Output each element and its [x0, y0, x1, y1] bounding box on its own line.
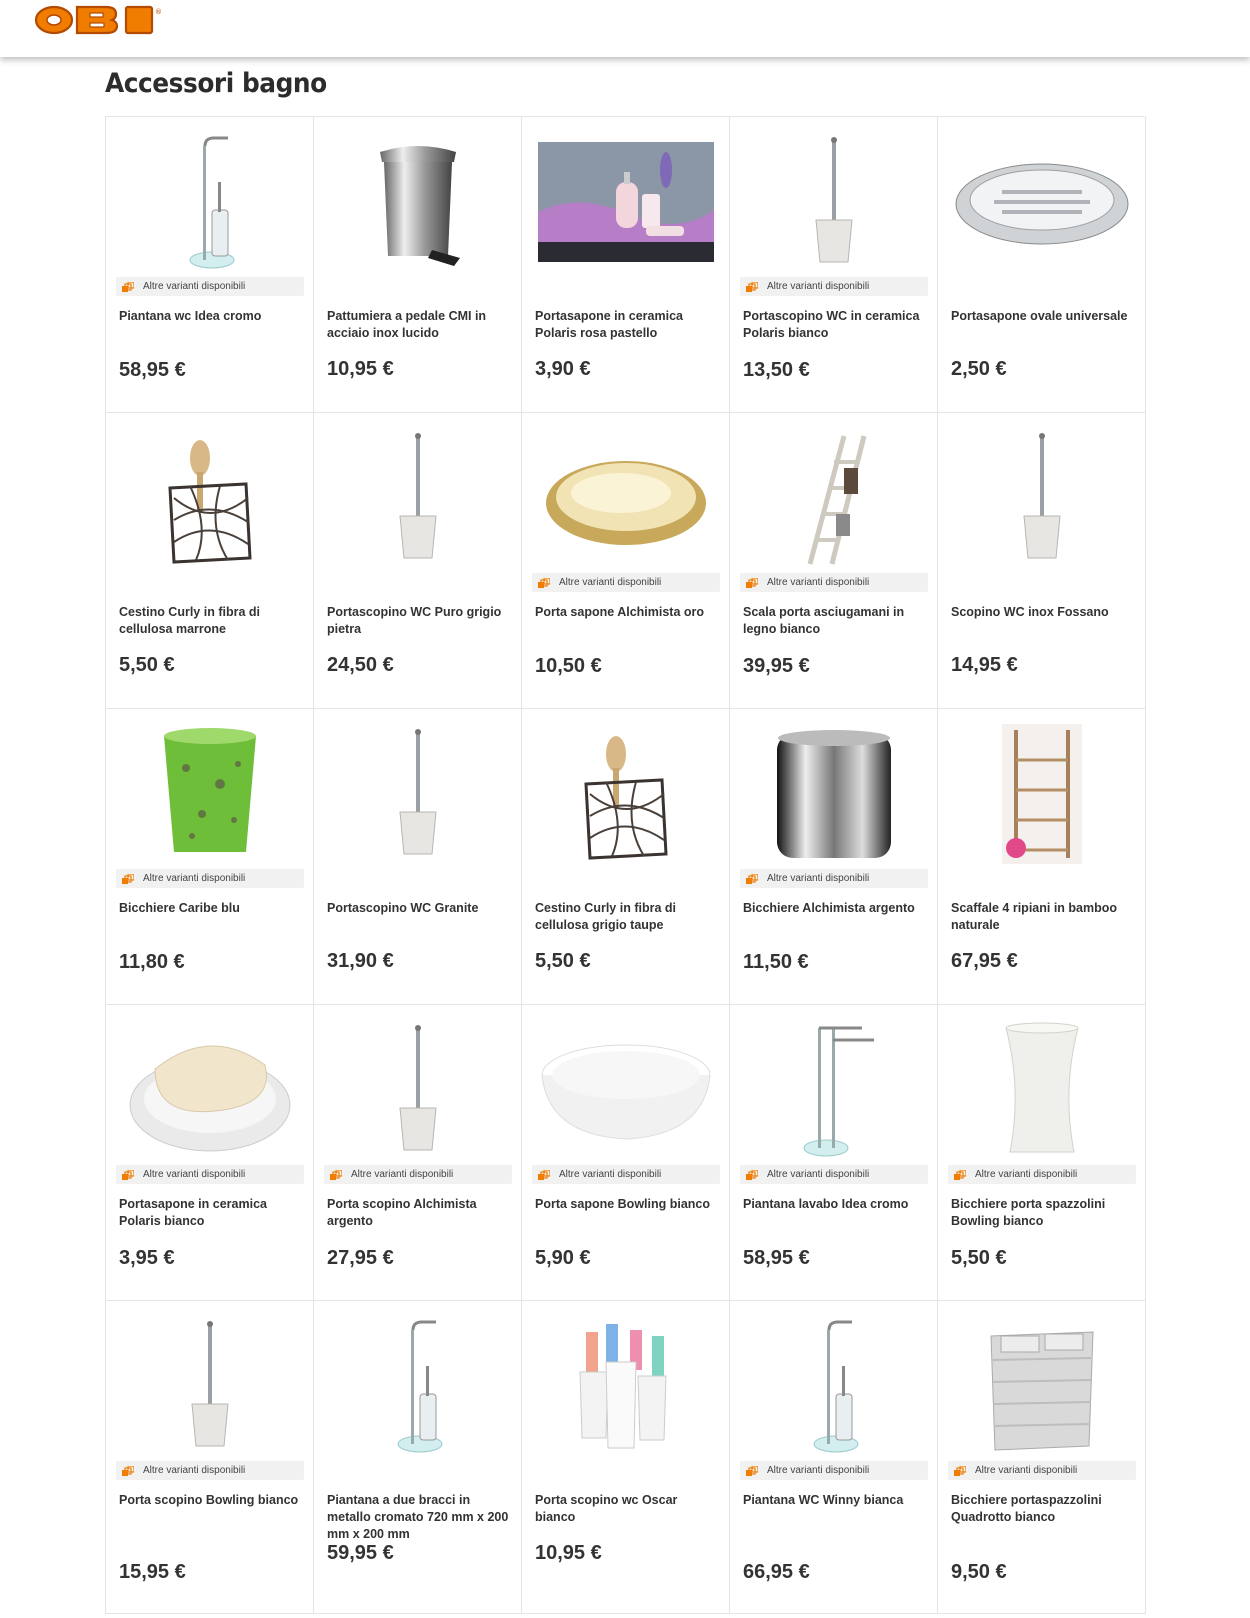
- product-card[interactable]: [730, 709, 938, 1005]
- toilet-stand-icon: [150, 132, 270, 272]
- product-price: 59,95 €: [327, 1542, 394, 1564]
- variants-badge: [116, 277, 304, 296]
- product-image[interactable]: [740, 1015, 928, 1165]
- product-name[interactable]: Bicchiere porta spazzolini Bowling bianco: [951, 1197, 1106, 1228]
- variants-label: Altre varianti disponibili: [767, 577, 870, 588]
- product-image[interactable]: [532, 127, 720, 277]
- product-card[interactable]: [522, 1005, 730, 1301]
- product-image[interactable]: [116, 1311, 304, 1461]
- product-price: 31,90 €: [327, 950, 394, 972]
- product-image[interactable]: [116, 423, 304, 573]
- variants-label: Altre varianti disponibili: [143, 1465, 246, 1476]
- variants-icon: [954, 1169, 966, 1180]
- product-card[interactable]: [730, 1301, 938, 1614]
- product-image[interactable]: [948, 719, 1136, 869]
- product-name[interactable]: Scaffale 4 ripiani in bamboo naturale: [951, 901, 1118, 932]
- product-price: 10,95 €: [535, 1542, 602, 1564]
- product-image[interactable]: [116, 1015, 304, 1165]
- product-card[interactable]: [314, 1005, 522, 1301]
- toilet-stand-icon: [774, 1316, 894, 1456]
- product-card[interactable]: [938, 117, 1146, 413]
- product-price: 67,95 €: [951, 950, 1018, 972]
- variants-badge: [740, 573, 928, 592]
- variants-label: Altre varianti disponibili: [143, 873, 246, 884]
- product-price: 66,95 €: [743, 1561, 810, 1583]
- variants-badge: [740, 277, 928, 296]
- variants-badge: [116, 1461, 304, 1480]
- top-header: [0, 0, 1250, 57]
- variants-badge: [116, 869, 304, 888]
- product-image[interactable]: [324, 423, 512, 573]
- product-image[interactable]: [532, 423, 720, 573]
- product-card[interactable]: [938, 413, 1146, 709]
- chrome-tumbler-icon: [769, 724, 899, 864]
- product-price: 5,50 €: [119, 654, 175, 676]
- product-name[interactable]: Piantana WC Winny bianca: [743, 1493, 904, 1507]
- toilet-brush-icon: [358, 724, 478, 864]
- toilet-stand-icon: [358, 1316, 478, 1456]
- product-image[interactable]: [948, 423, 1136, 573]
- product-name[interactable]: Porta scopino wc Oscar bianco: [535, 1493, 678, 1524]
- product-card[interactable]: [314, 709, 522, 1005]
- variants-icon: [746, 1465, 758, 1476]
- product-name[interactable]: Pattumiera a pedale CMI in acciaio inox lucido: [327, 309, 487, 340]
- towel-stand-icon: [774, 1020, 894, 1160]
- variants-badge: [116, 1165, 304, 1184]
- product-price: 11,80 €: [119, 951, 185, 973]
- product-card[interactable]: [314, 413, 522, 709]
- variants-label: Altre varianti disponibili: [143, 281, 246, 292]
- product-card[interactable]: [730, 1005, 938, 1301]
- variants-label: Altre varianti disponibili: [767, 281, 870, 292]
- obi-logo[interactable]: [34, 4, 164, 36]
- product-name[interactable]: Bicchiere Caribe blu: [119, 901, 240, 915]
- oval-soap-dish-icon: [952, 152, 1132, 252]
- variants-badge: [532, 1165, 720, 1184]
- product-image[interactable]: [116, 719, 304, 869]
- product-price: 3,95 €: [119, 1247, 175, 1269]
- product-image[interactable]: [532, 1015, 720, 1165]
- product-price: 39,95 €: [743, 655, 810, 677]
- product-card[interactable]: [938, 1005, 1146, 1301]
- soap-dish-with-soap-icon: [125, 1025, 295, 1155]
- page-title: Accessori bagno: [105, 68, 327, 99]
- variants-icon: [538, 1169, 550, 1180]
- product-name[interactable]: Porta sapone Alchimista oro: [535, 605, 705, 619]
- product-card[interactable]: [522, 1301, 730, 1614]
- product-name[interactable]: Portascopino WC Granite: [327, 901, 479, 915]
- product-name[interactable]: Porta scopino Bowling bianco: [119, 1493, 299, 1507]
- variants-badge: [740, 1461, 928, 1480]
- product-image[interactable]: [532, 719, 720, 869]
- bamboo-shelf-icon: [1002, 724, 1082, 864]
- variants-label: Altre varianti disponibili: [767, 1169, 870, 1180]
- product-image[interactable]: [740, 127, 928, 277]
- variants-icon: [746, 577, 758, 588]
- gold-soap-dish-icon: [541, 443, 711, 553]
- product-image[interactable]: [948, 1311, 1136, 1461]
- product-name[interactable]: Cestino Curly in fibra di cellulosa grigio taupe: [535, 901, 676, 932]
- variants-icon: [538, 577, 550, 588]
- round-soap-dish-icon: [538, 1035, 714, 1145]
- product-price: 9,50 €: [951, 1561, 1007, 1583]
- product-card[interactable]: [938, 709, 1146, 1005]
- variants-badge: [324, 1165, 512, 1184]
- variants-label: Altre varianti disponibili: [767, 1465, 870, 1476]
- toilet-brush-icon: [774, 132, 894, 272]
- product-card[interactable]: [106, 1005, 314, 1301]
- variants-badge: [948, 1165, 1136, 1184]
- product-price: 15,95 €: [119, 1561, 186, 1583]
- toilet-brush-icon: [982, 428, 1102, 568]
- square-holder-icon: [977, 1316, 1107, 1456]
- product-card[interactable]: [106, 1301, 314, 1614]
- product-name[interactable]: Scala porta asciugamani in legno bianco: [743, 605, 905, 636]
- product-image[interactable]: [532, 1311, 720, 1461]
- wire-basket-icon: [150, 428, 270, 568]
- product-card[interactable]: [106, 709, 314, 1005]
- product-image[interactable]: [324, 719, 512, 869]
- product-name[interactable]: Porta scopino Alchimista argento: [327, 1197, 477, 1228]
- variants-icon: [746, 281, 758, 292]
- toilet-brush-icon: [358, 428, 478, 568]
- product-image[interactable]: [324, 1015, 512, 1165]
- product-price: 24,50 €: [327, 654, 394, 676]
- product-card[interactable]: [730, 413, 938, 709]
- variants-label: Altre varianti disponibili: [559, 577, 662, 588]
- variants-label: Altre varianti disponibili: [559, 1169, 662, 1180]
- product-price: 27,95 €: [327, 1247, 394, 1269]
- product-image[interactable]: [324, 127, 512, 277]
- towel-ladder-icon: [774, 428, 894, 568]
- product-name[interactable]: Scopino WC inox Fossano: [951, 605, 1109, 619]
- variants-icon: [746, 1169, 758, 1180]
- product-card[interactable]: [522, 117, 730, 413]
- product-price: 11,50 €: [743, 951, 809, 973]
- variants-label: Altre varianti disponibili: [975, 1465, 1078, 1476]
- product-image[interactable]: [948, 1015, 1136, 1165]
- product-card[interactable]: [730, 117, 938, 413]
- product-name[interactable]: Bicchiere portaspazzolini Quadrotto bianco: [951, 1493, 1102, 1524]
- product-card[interactable]: [314, 117, 522, 413]
- variants-badge: [948, 1461, 1136, 1480]
- product-name[interactable]: Cestino Curly in fibra di cellulosa marrone: [119, 605, 260, 636]
- variants-label: Altre varianti disponibili: [143, 1169, 246, 1180]
- variants-badge: [740, 1165, 928, 1184]
- variants-badge: [532, 573, 720, 592]
- product-price: 3,90 €: [535, 358, 591, 380]
- variants-icon: [122, 1169, 134, 1180]
- product-image[interactable]: [324, 1311, 512, 1461]
- variants-icon: [122, 873, 134, 884]
- product-price: 58,95 €: [743, 1247, 810, 1269]
- variants-label: Altre varianti disponibili: [351, 1169, 454, 1180]
- variants-icon: [122, 281, 134, 292]
- product-card[interactable]: [522, 413, 730, 709]
- toilet-brush-icon: [150, 1316, 270, 1456]
- product-name[interactable]: Piantana lavabo Idea cromo: [743, 1197, 909, 1211]
- product-card[interactable]: [314, 1301, 522, 1614]
- toilet-brush-icon: [358, 1020, 478, 1160]
- product-price: 14,95 €: [951, 654, 1018, 676]
- product-price: 10,95 €: [327, 358, 394, 380]
- product-name[interactable]: Bicchiere Alchimista argento: [743, 901, 915, 915]
- variants-icon: [954, 1465, 966, 1476]
- product-price: 5,50 €: [535, 950, 591, 972]
- product-name[interactable]: Piantana wc Idea cromo: [119, 309, 262, 323]
- product-card[interactable]: [106, 413, 314, 709]
- svg-text:®: ®: [155, 8, 162, 16]
- variants-label: Altre varianti disponibili: [767, 873, 870, 884]
- variants-badge: [740, 869, 928, 888]
- variants-icon: [330, 1169, 342, 1180]
- product-name[interactable]: Portascopino WC Puro grigio pietra: [327, 605, 502, 636]
- white-tumbler-icon: [982, 1020, 1102, 1160]
- variants-icon: [746, 873, 758, 884]
- product-card[interactable]: [938, 1301, 1146, 1614]
- product-price: 2,50 €: [951, 358, 1007, 380]
- variants-label: Altre varianti disponibili: [975, 1169, 1078, 1180]
- product-price: 58,95 €: [119, 359, 186, 381]
- product-image[interactable]: [740, 719, 928, 869]
- pedal-bin-icon: [358, 132, 478, 272]
- product-image[interactable]: [948, 127, 1136, 277]
- product-name[interactable]: Porta sapone Bowling bianco: [535, 1197, 711, 1211]
- product-name[interactable]: Portasapone in ceramica Polaris rosa pastello: [535, 309, 683, 340]
- product-name[interactable]: Portasapone ovale universale: [951, 309, 1128, 323]
- product-price: 5,90 €: [535, 1247, 591, 1269]
- product-price: 10,50 €: [535, 655, 602, 677]
- product-name[interactable]: Portascopino WC in ceramica Polaris bianco: [743, 309, 920, 340]
- colored-brushes-icon: [566, 1316, 686, 1456]
- variants-icon: [122, 1465, 134, 1476]
- product-name[interactable]: Portasapone in ceramica Polaris bianco: [119, 1197, 267, 1228]
- product-image[interactable]: [740, 1311, 928, 1461]
- product-price: 13,50 €: [743, 359, 810, 381]
- product-name[interactable]: Piantana a due bracci in metallo cromato 720 mm x 200 mm x 200 mm: [327, 1493, 509, 1541]
- product-card[interactable]: [522, 709, 730, 1005]
- product-grid: [105, 116, 1145, 1614]
- product-image[interactable]: [740, 423, 928, 573]
- soap-set-photo-icon: [538, 142, 714, 262]
- product-price: 5,50 €: [951, 1247, 1007, 1269]
- green-tumbler-icon: [150, 724, 270, 864]
- product-card[interactable]: [106, 117, 314, 413]
- product-image[interactable]: [116, 127, 304, 277]
- wire-basket-icon: [566, 724, 686, 864]
